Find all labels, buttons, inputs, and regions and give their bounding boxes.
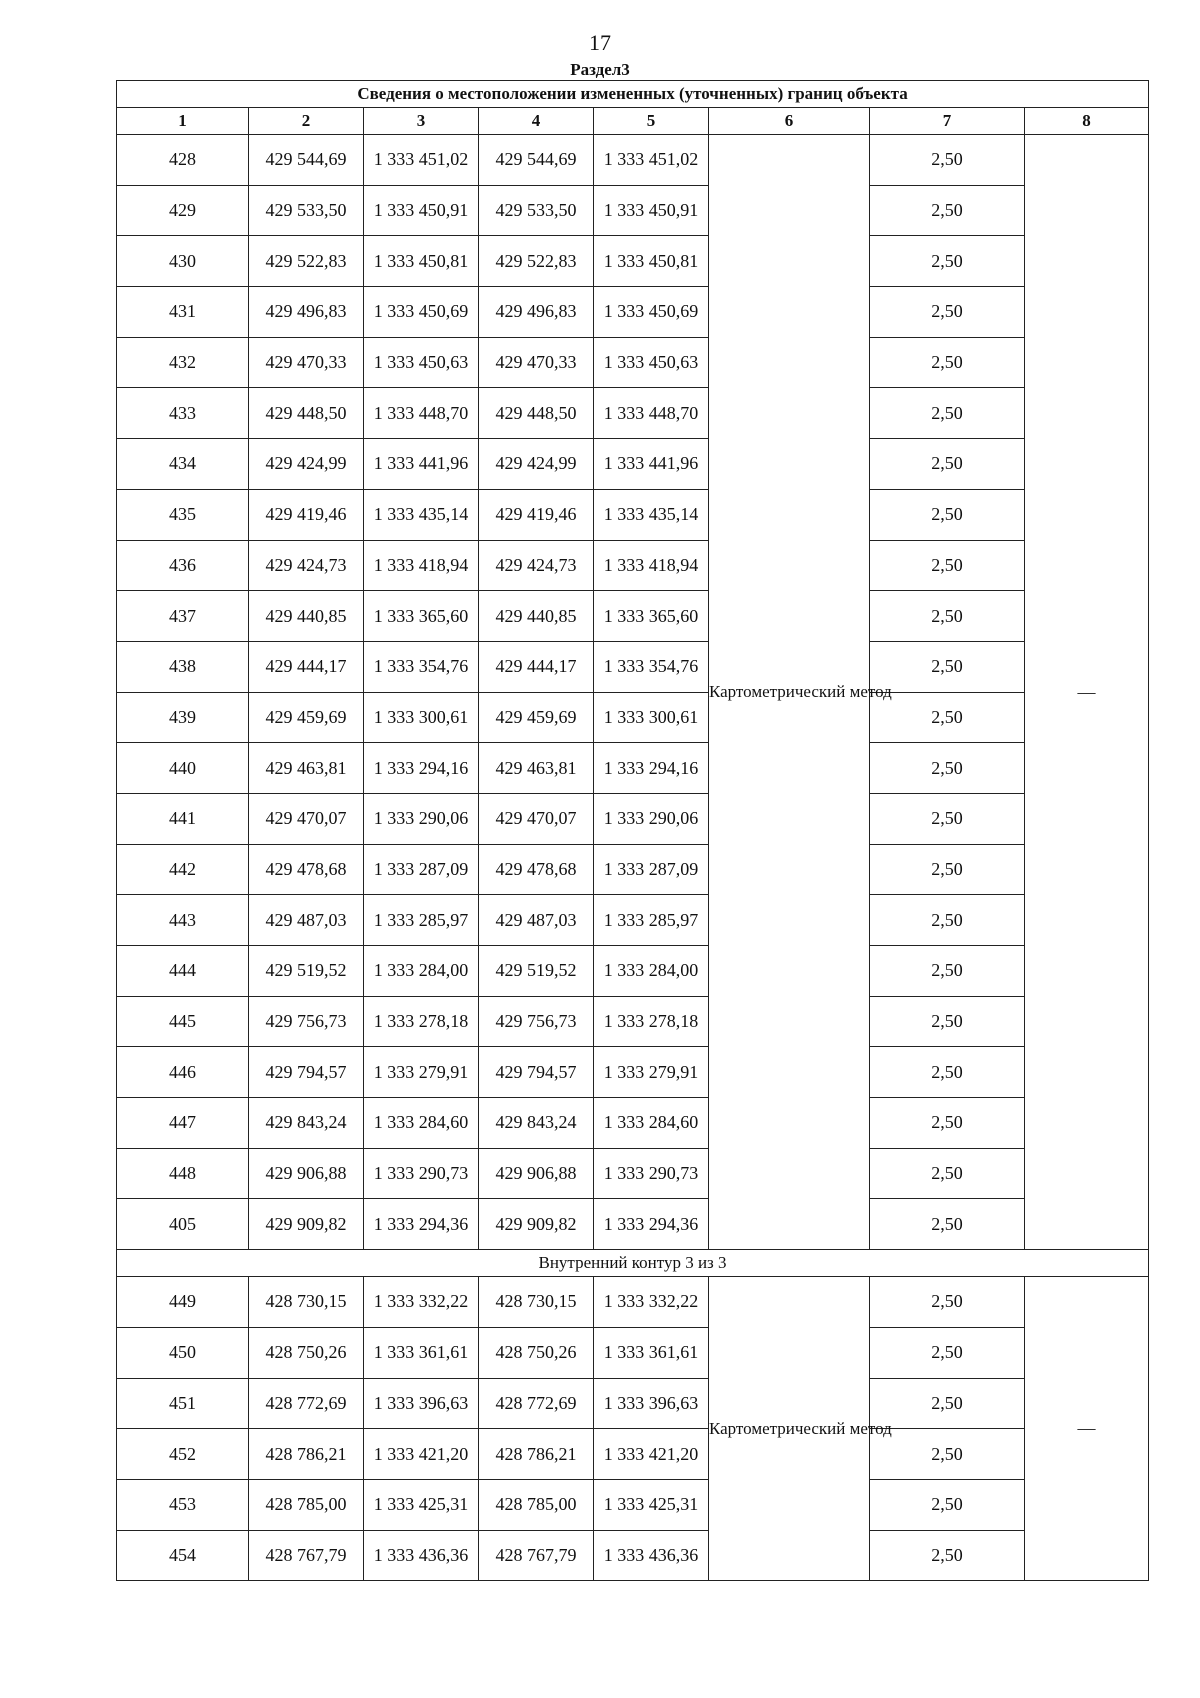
coordinate-cell: 429 444,17	[479, 641, 594, 692]
coordinate-cell: 1 333 425,31	[594, 1479, 709, 1530]
coordinate-cell: 428 772,69	[479, 1378, 594, 1429]
point-number-cell: 448	[117, 1148, 249, 1199]
coordinate-cell: 429 419,46	[479, 489, 594, 540]
coordinate-cell: 429 487,03	[249, 895, 364, 946]
coordinate-cell: 429 496,83	[479, 287, 594, 338]
coordinate-cell: 1 333 450,63	[594, 337, 709, 388]
coordinate-cell: 428 785,00	[479, 1479, 594, 1530]
coordinate-cell: 1 333 294,36	[364, 1199, 479, 1250]
coordinate-cell: 1 333 361,61	[364, 1327, 479, 1378]
table-row	[117, 439, 1149, 490]
point-number-cell: 438	[117, 641, 249, 692]
table-row	[117, 1479, 1149, 1530]
contour-label: Внутренний контур 3 из 3	[117, 1250, 1149, 1277]
column8-cell: —	[1025, 135, 1149, 1250]
point-number-cell: 447	[117, 1098, 249, 1149]
coordinate-cell: 1 333 278,18	[594, 996, 709, 1047]
table-row	[117, 1327, 1149, 1378]
point-number-cell: 443	[117, 895, 249, 946]
coordinate-cell: 428 786,21	[249, 1429, 364, 1480]
coordinate-cell: 1 333 287,09	[594, 844, 709, 895]
coordinate-cell: 1 333 365,60	[364, 591, 479, 642]
coordinate-cell: 429 424,73	[249, 540, 364, 591]
coordinate-cell: 1 333 418,94	[364, 540, 479, 591]
table-row	[117, 1098, 1149, 1149]
coordinate-cell: 429 533,50	[479, 185, 594, 236]
coordinate-cell: 1 333 354,76	[364, 641, 479, 692]
coordinate-cell: 429 522,83	[479, 236, 594, 287]
point-number-cell: 446	[117, 1047, 249, 1098]
coordinate-cell: 429 794,57	[479, 1047, 594, 1098]
table-row	[117, 793, 1149, 844]
coordinate-cell: 1 333 354,76	[594, 641, 709, 692]
coordinate-cell: 1 333 396,63	[594, 1378, 709, 1429]
coordinate-cell: 428 767,79	[479, 1530, 594, 1581]
method-cell	[709, 135, 892, 1250]
table-caption: Сведения о местоположении измененных (уточненных) границ объекта	[117, 81, 1149, 108]
coordinate-cell: 429 440,85	[249, 591, 364, 642]
accuracy-cell: 2,50	[870, 1277, 1025, 1328]
point-number-cell: 433	[117, 388, 249, 439]
accuracy-cell: 2,50	[870, 743, 1025, 794]
coordinate-cell: 428 785,00	[249, 1479, 364, 1530]
point-number-cell: 453	[117, 1479, 249, 1530]
coordinate-cell: 1 333 435,14	[364, 489, 479, 540]
point-number-cell: 450	[117, 1327, 249, 1378]
table-body	[117, 135, 1149, 1581]
point-number-cell: 449	[117, 1277, 249, 1328]
accuracy-cell: 2,50	[870, 540, 1025, 591]
accuracy-cell: 2,50	[870, 1098, 1025, 1149]
coordinate-cell: 428 772,69	[249, 1378, 364, 1429]
accuracy-cell: 2,50	[870, 895, 1025, 946]
coordinate-cell: 1 333 450,91	[594, 185, 709, 236]
coordinate-cell: 429 756,73	[249, 996, 364, 1047]
accuracy-cell: 2,50	[870, 287, 1025, 338]
coordinate-cell: 429 448,50	[249, 388, 364, 439]
coordinate-cell: 1 333 284,60	[364, 1098, 479, 1149]
accuracy-cell: 2,50	[870, 1429, 1025, 1480]
coordinate-cell: 1 333 425,31	[364, 1479, 479, 1530]
coordinate-cell: 429 448,50	[479, 388, 594, 439]
coordinate-cell: 429 470,33	[479, 337, 594, 388]
accuracy-cell: 2,50	[870, 1378, 1025, 1429]
coordinate-cell: 429 463,81	[249, 743, 364, 794]
coordinate-cell: 429 756,73	[479, 996, 594, 1047]
coordinate-cell: 428 730,15	[249, 1277, 364, 1328]
point-number-cell: 435	[117, 489, 249, 540]
coordinate-cell: 429 794,57	[249, 1047, 364, 1098]
coordinate-cell: 1 333 436,36	[364, 1530, 479, 1581]
accuracy-cell: 2,50	[870, 1148, 1025, 1199]
accuracy-cell: 2,50	[870, 1199, 1025, 1250]
table-row	[117, 591, 1149, 642]
accuracy-cell: 2,50	[870, 946, 1025, 997]
coordinate-cell: 1 333 287,09	[364, 844, 479, 895]
point-number-cell: 442	[117, 844, 249, 895]
accuracy-cell: 2,50	[870, 1479, 1025, 1530]
accuracy-cell: 2,50	[870, 1530, 1025, 1581]
column-number: 2	[249, 108, 364, 135]
coordinate-cell: 429 843,24	[479, 1098, 594, 1149]
coordinate-cell: 429 424,99	[249, 439, 364, 490]
column-number: 5	[594, 108, 709, 135]
table-row	[117, 844, 1149, 895]
table-row	[117, 540, 1149, 591]
table-row	[117, 946, 1149, 997]
accuracy-cell: 2,50	[870, 135, 1025, 186]
coordinate-cell: 429 478,68	[479, 844, 594, 895]
table-caption-row	[117, 81, 1149, 108]
coordinate-cell: 1 333 290,06	[594, 793, 709, 844]
table-row	[117, 287, 1149, 338]
contour-row	[117, 1250, 1149, 1277]
accuracy-cell: 2,50	[870, 793, 1025, 844]
coordinate-cell: 429 424,73	[479, 540, 594, 591]
point-number-cell: 441	[117, 793, 249, 844]
coordinate-cell: 1 333 284,60	[594, 1098, 709, 1149]
point-number-cell: 428	[117, 135, 249, 186]
coordinate-cell: 1 333 300,61	[594, 692, 709, 743]
coordinate-cell: 1 333 365,60	[594, 591, 709, 642]
coordinate-cell: 1 333 284,00	[364, 946, 479, 997]
coordinate-cell: 1 333 448,70	[594, 388, 709, 439]
point-number-cell: 432	[117, 337, 249, 388]
column-number: 3	[364, 108, 479, 135]
coordinate-cell: 429 459,69	[249, 692, 364, 743]
accuracy-cell: 2,50	[870, 236, 1025, 287]
coordinate-cell: 1 333 436,36	[594, 1530, 709, 1581]
coordinate-cell: 1 333 448,70	[364, 388, 479, 439]
column-numbers-row	[117, 108, 1149, 135]
coordinate-cell: 1 333 441,96	[364, 439, 479, 490]
table-row	[117, 641, 1149, 692]
coordinate-cell: 1 333 300,61	[364, 692, 479, 743]
coordinate-cell: 1 333 361,61	[594, 1327, 709, 1378]
accuracy-cell: 2,50	[870, 641, 1025, 692]
table-row	[117, 185, 1149, 236]
coordinate-cell: 1 333 294,16	[364, 743, 479, 794]
coordinate-cell: 429 843,24	[249, 1098, 364, 1149]
column-number: 6	[709, 108, 870, 135]
method-cell	[709, 1277, 892, 1581]
coordinate-cell: 1 333 290,73	[364, 1148, 479, 1199]
point-number-cell: 430	[117, 236, 249, 287]
table-row	[117, 996, 1149, 1047]
coordinate-cell: 429 544,69	[249, 135, 364, 186]
coordinate-cell: 429 522,83	[249, 236, 364, 287]
coordinate-cell: 429 909,82	[249, 1199, 364, 1250]
accuracy-cell: 2,50	[870, 489, 1025, 540]
table-row	[117, 1429, 1149, 1480]
coordinate-cell: 1 333 421,20	[364, 1429, 479, 1480]
point-number-cell: 445	[117, 996, 249, 1047]
table-row	[117, 337, 1149, 388]
coordinate-cell: 1 333 332,22	[594, 1277, 709, 1328]
coordinate-cell: 429 419,46	[249, 489, 364, 540]
accuracy-cell: 2,50	[870, 996, 1025, 1047]
coordinate-cell: 1 333 451,02	[364, 135, 479, 186]
coordinate-cell: 1 333 441,96	[594, 439, 709, 490]
coordinate-cell: 429 496,83	[249, 287, 364, 338]
coordinate-cell: 1 333 450,69	[594, 287, 709, 338]
coordinate-cell: 429 487,03	[479, 895, 594, 946]
coordinate-cell: 1 333 279,91	[364, 1047, 479, 1098]
table-row	[117, 236, 1149, 287]
coordinate-cell: 429 519,52	[479, 946, 594, 997]
table-row	[117, 135, 1149, 186]
coordinate-cell: 429 906,88	[249, 1148, 364, 1199]
coordinate-cell: 1 333 294,16	[594, 743, 709, 794]
table-row	[117, 388, 1149, 439]
accuracy-cell: 2,50	[870, 1327, 1025, 1378]
coordinate-cell: 429 470,33	[249, 337, 364, 388]
point-number-cell: 431	[117, 287, 249, 338]
accuracy-cell: 2,50	[870, 844, 1025, 895]
coordinate-cell: 428 786,21	[479, 1429, 594, 1480]
point-number-cell: 451	[117, 1378, 249, 1429]
coordinate-cell: 429 906,88	[479, 1148, 594, 1199]
coordinate-cell: 1 333 285,97	[594, 895, 709, 946]
accuracy-cell: 2,50	[870, 439, 1025, 490]
page-number: 17	[589, 30, 611, 55]
column-number: 8	[1025, 108, 1149, 135]
coordinate-cell: 1 333 284,00	[594, 946, 709, 997]
coordinate-cell: 429 909,82	[479, 1199, 594, 1250]
table-row	[117, 1530, 1149, 1581]
accuracy-cell: 2,50	[870, 388, 1025, 439]
table-row	[117, 1378, 1149, 1429]
accuracy-cell: 2,50	[870, 185, 1025, 236]
coordinate-cell: 1 333 279,91	[594, 1047, 709, 1098]
point-number-cell: 405	[117, 1199, 249, 1250]
coordinate-cell: 429 544,69	[479, 135, 594, 186]
coordinate-cell: 428 767,79	[249, 1530, 364, 1581]
column-number: 1	[117, 108, 249, 135]
point-number-cell: 452	[117, 1429, 249, 1480]
accuracy-cell: 2,50	[870, 692, 1025, 743]
coordinate-cell: 428 730,15	[479, 1277, 594, 1328]
table-row	[117, 743, 1149, 794]
coordinate-cell: 1 333 450,69	[364, 287, 479, 338]
column8-cell: —	[1025, 1277, 1149, 1581]
table-row	[117, 1277, 1149, 1328]
coordinate-cell: 429 459,69	[479, 692, 594, 743]
point-number-cell: 436	[117, 540, 249, 591]
coordinate-cell: 429 424,99	[479, 439, 594, 490]
section-title: Раздел3	[570, 60, 630, 79]
coordinate-cell: 1 333 294,36	[594, 1199, 709, 1250]
point-number-cell: 454	[117, 1530, 249, 1581]
coordinate-cell: 428 750,26	[249, 1327, 364, 1378]
coordinate-cell: 1 333 332,22	[364, 1277, 479, 1328]
coordinate-cell: 1 333 290,06	[364, 793, 479, 844]
coordinate-cell: 429 470,07	[249, 793, 364, 844]
coordinate-cell: 1 333 450,81	[594, 236, 709, 287]
coordinate-cell: 1 333 421,20	[594, 1429, 709, 1480]
coordinate-cell: 1 333 418,94	[594, 540, 709, 591]
coordinate-cell: 428 750,26	[479, 1327, 594, 1378]
method-text: Картометрический метод	[709, 682, 892, 702]
table-row	[117, 692, 1149, 743]
point-number-cell: 440	[117, 743, 249, 794]
coordinate-cell: 1 333 290,73	[594, 1148, 709, 1199]
coordinate-cell: 429 444,17	[249, 641, 364, 692]
coordinate-cell: 429 519,52	[249, 946, 364, 997]
table-row	[117, 1047, 1149, 1098]
point-number-cell: 444	[117, 946, 249, 997]
accuracy-cell: 2,50	[870, 591, 1025, 642]
point-number-cell: 429	[117, 185, 249, 236]
coordinate-cell: 1 333 450,91	[364, 185, 479, 236]
point-number-cell: 439	[117, 692, 249, 743]
coordinate-cell: 1 333 451,02	[594, 135, 709, 186]
coordinate-cell: 1 333 278,18	[364, 996, 479, 1047]
coordinate-cell: 429 533,50	[249, 185, 364, 236]
method-text: Картометрический метод	[709, 1418, 892, 1438]
accuracy-cell: 2,50	[870, 1047, 1025, 1098]
point-number-cell: 434	[117, 439, 249, 490]
coordinate-cell: 1 333 435,14	[594, 489, 709, 540]
coordinate-cell: 1 333 285,97	[364, 895, 479, 946]
coordinate-cell: 429 440,85	[479, 591, 594, 642]
coordinate-cell: 1 333 396,63	[364, 1378, 479, 1429]
table-row	[117, 1199, 1149, 1250]
column-number: 7	[870, 108, 1025, 135]
coordinates-table	[116, 80, 1149, 1581]
coordinate-cell: 429 470,07	[479, 793, 594, 844]
table-row	[117, 489, 1149, 540]
accuracy-cell: 2,50	[870, 337, 1025, 388]
point-number-cell: 437	[117, 591, 249, 642]
coordinate-cell: 429 478,68	[249, 844, 364, 895]
coordinate-cell: 429 463,81	[479, 743, 594, 794]
table-row	[117, 1148, 1149, 1199]
table-row	[117, 895, 1149, 946]
coordinate-cell: 1 333 450,63	[364, 337, 479, 388]
coordinate-cell: 1 333 450,81	[364, 236, 479, 287]
column-number: 4	[479, 108, 594, 135]
